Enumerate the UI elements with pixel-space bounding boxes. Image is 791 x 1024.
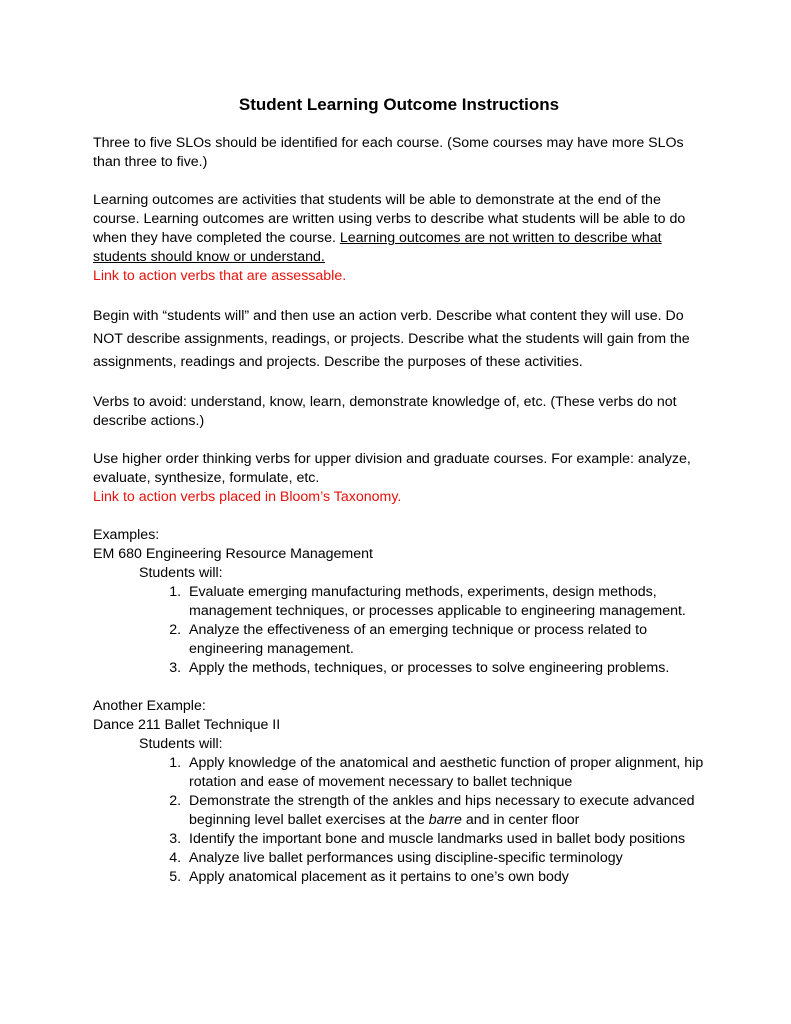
list-item: 3. Apply the methods, techniques, or processes to solve engineering problems.: [185, 659, 711, 678]
examples-label: Examples:: [93, 527, 160, 543]
list-item: 4. Analyze live ballet performances using discipline-specific terminology: [185, 849, 711, 868]
example-dance: [93, 697, 711, 887]
students-will-label: Students will:: [139, 736, 223, 752]
dance211-outcome-list: [93, 754, 711, 887]
assessable-verbs-link[interactable]: Link to action verbs that are assessable.: [93, 268, 347, 284]
list-item: 3. Identify the important bone and muscle landmarks used in ballet body positions: [185, 830, 711, 849]
another-example-label: Another Example:: [93, 698, 206, 714]
intro-paragraph: Three to five SLOs should be identified for each course. (Some courses may have more SLOs than three to five.): [93, 135, 684, 170]
course-title-dance211: Dance 211 Ballet Technique II: [93, 717, 281, 733]
list-item: 1. Apply knowledge of the anatomical and aesthetic function of proper alignment, hip rotation and ease of movement necessary to ballet technique: [185, 754, 711, 792]
list-item: 5. Apply anatomical placement as it pertains to one’s own body: [185, 868, 711, 887]
page-title: Student Learning Outcome Instructions: [238, 95, 560, 114]
outcomes-underlined-text: Learning outcomes are not written to describe what students should know or understand.: [93, 230, 662, 265]
list-item: 2. Analyze the effectiveness of an emerging technique or process related to engineering management.: [185, 621, 711, 659]
higher-order-text: Use higher order thinking verbs for upper division and graduate courses. For example: analyze, evaluate, synthesize, formulate, etc.: [93, 451, 691, 486]
blooms-taxonomy-link[interactable]: Link to action verbs placed in Bloom’s Taxonomy.: [93, 489, 402, 505]
verbs-to-avoid-paragraph: Verbs to avoid: understand, know, learn, demonstrate knowledge of, etc. (These verbs do not describe actions.): [93, 394, 677, 429]
outcomes-paragraph: [93, 191, 711, 286]
em680-outcome-list: [93, 583, 711, 678]
barre-term: barre: [428, 812, 462, 828]
list-item: 2. Demonstrate the strength of the ankles and hips necessary to execute advanced beginning level ballet exercises at the barre and in center floor: [185, 792, 711, 830]
course-title-em680: EM 680 Engineering Resource Management: [93, 546, 373, 562]
example-engineering: [93, 526, 711, 678]
higher-order-paragraph: [93, 450, 711, 507]
students-will-paragraph: Begin with “students will” and then use an action verb. Describe what content they will use. Do NOT describe assignments, readings, or projects. Describe what the students will gain from the assignments, readings and projects. Describe the purposes of these activities.: [93, 308, 690, 370]
outcomes-text: Learning outcomes are activities that students will be able to demonstrate at the end of the course. Learning outcomes are written using verbs to describe what students will be able to do when they have completed the course.: [93, 192, 686, 246]
students-will-label: Students will:: [139, 565, 223, 581]
list-item: 1. Evaluate emerging manufacturing methods, experiments, design methods, management techniques, or processes applicable to engineering management.: [185, 583, 711, 621]
